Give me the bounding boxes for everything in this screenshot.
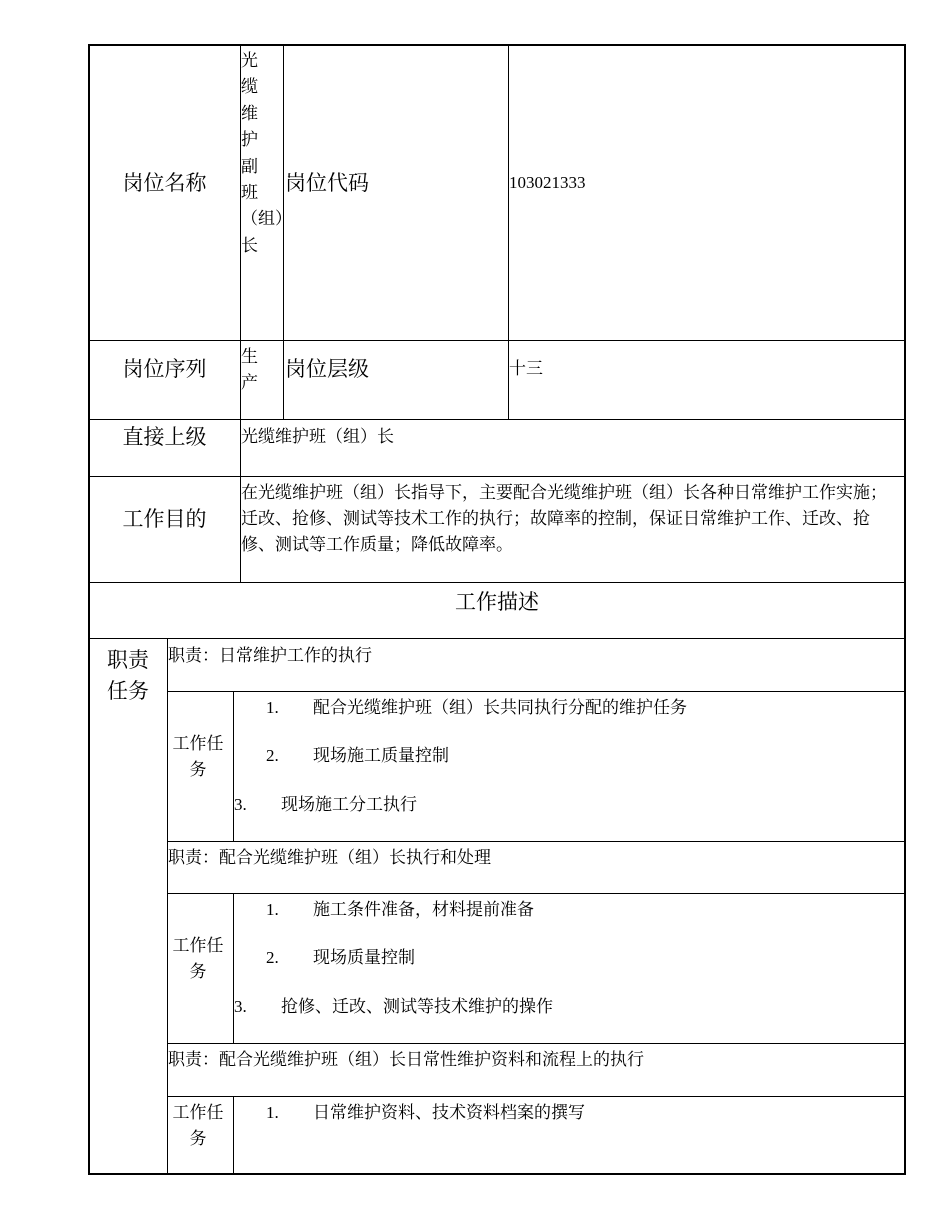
post-level-value: 十三 <box>509 359 543 378</box>
col-divider <box>233 691 234 841</box>
task-number: 2. <box>266 746 279 765</box>
post-level-label: 岗位层级 <box>285 357 369 381</box>
row-divider <box>167 1096 905 1097</box>
col-divider <box>233 893 234 1043</box>
superior-value: 光缆维护班（组）长 <box>241 427 394 446</box>
duty-title: 职责：配合光缆维护班（组）长执行和处理 <box>168 848 491 867</box>
superior-label: 直接上级 <box>122 425 207 449</box>
task-number: 2. <box>266 948 279 967</box>
purpose-value: 在光缆维护班（组）长指导下，主要配合光缆维护班（组）长各种日常维护工作实施；迁改、抢修、测试等技术工作的执行；故障率的控制，保证日常维护工作、迁改、抢修、测试等工作质量；降低故障率。 <box>241 483 887 554</box>
post-name-value: 光缆维护副班（组）长 <box>241 51 292 255</box>
task-label: 工作任务 <box>172 1103 224 1148</box>
task-item: 抢修、迁改、测试等技术维护的操作 <box>281 997 553 1016</box>
post-code-label: 岗位代码 <box>285 171 369 195</box>
task-item: 配合光缆维护班（组）长共同执行分配的维护任务 <box>313 698 687 717</box>
col-divider <box>283 45 284 419</box>
row-divider <box>89 582 905 583</box>
col-divider <box>167 638 168 1174</box>
work-description-title: 工作描述 <box>455 590 539 614</box>
post-name-label: 岗位名称 <box>122 171 207 195</box>
col-divider <box>233 1096 234 1174</box>
row-divider <box>89 419 905 420</box>
duty-task-label: 职责任务 <box>107 648 149 703</box>
duty-title: 职责：日常维护工作的执行 <box>168 646 372 665</box>
post-seq-label: 岗位序列 <box>122 357 207 381</box>
task-number: 1. <box>266 698 279 717</box>
task-number: 3. <box>234 997 247 1016</box>
duty-title: 职责：配合光缆维护班（组）长日常性维护资料和流程上的执行 <box>168 1050 644 1069</box>
task-item: 现场施工质量控制 <box>313 746 449 765</box>
task-item: 现场质量控制 <box>313 948 415 967</box>
task-item: 施工条件准备，材料提前准备 <box>313 900 534 919</box>
task-item: 日常维护资料、技术资料档案的撰写 <box>313 1103 585 1122</box>
task-number: 1. <box>266 1103 279 1122</box>
post-seq-value: 生产 <box>241 347 258 392</box>
task-label: 工作任务 <box>172 936 224 981</box>
task-label: 工作任务 <box>172 734 224 779</box>
row-divider <box>167 893 905 894</box>
task-number: 3. <box>234 795 247 814</box>
task-number: 1. <box>266 900 279 919</box>
row-divider <box>167 841 905 842</box>
row-divider <box>167 1043 905 1044</box>
row-divider <box>167 691 905 692</box>
purpose-label: 工作目的 <box>122 507 207 531</box>
row-divider <box>89 638 905 639</box>
task-item: 现场施工分工执行 <box>281 795 417 814</box>
post-code-value: 103021333 <box>509 173 586 192</box>
row-divider <box>89 340 905 341</box>
row-divider <box>89 476 905 477</box>
